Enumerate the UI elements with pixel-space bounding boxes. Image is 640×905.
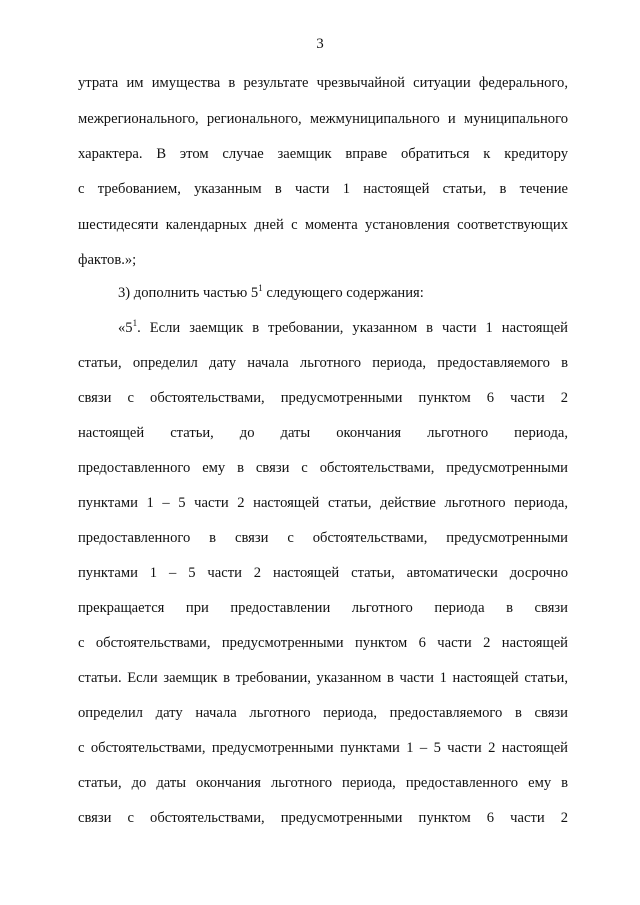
text-line: статьи, определил дату начала льготного периода, предоставляемого в xyxy=(78,355,568,371)
page-number: 3 xyxy=(316,36,324,52)
text-fragment: 3) дополнить частью 5 xyxy=(118,285,259,301)
text-line: межрегионального, регионального, межмуниципального и муниципального xyxy=(78,111,568,127)
text-line: пунктами 1 – 5 части 2 настоящей статьи, автоматически досрочно xyxy=(78,565,568,581)
text-line: с обстоятельствами, предусмотренными пунктом 6 части 2 настоящей xyxy=(78,635,568,651)
text-line: с обстоятельствами, предусмотренными пунктами 1 – 5 части 2 настоящей xyxy=(78,740,568,756)
text-line: утрата им имущества в результате чрезвычайной ситуации федерального, xyxy=(78,75,568,91)
text-line: предоставленного в связи с обстоятельствами, предусмотренными xyxy=(78,530,568,546)
text-line: шестидесяти календарных дней с момента установления соответствующих xyxy=(78,217,568,233)
text-line-amendment xyxy=(118,284,568,302)
text-fragment: «5 xyxy=(118,320,133,336)
text-line: определил дату начала льготного периода, предоставляемого в связи xyxy=(78,705,568,721)
superscript: 1 xyxy=(132,319,138,328)
text-fragment: следующего содержания: xyxy=(266,285,424,301)
text-line-paragraph-start xyxy=(118,319,568,337)
text-line: предоставленного ему в связи с обстоятельствами, предусмотренными xyxy=(78,460,568,476)
text-line: связи с обстоятельствами, предусмотренными пунктом 6 части 2 xyxy=(78,810,568,826)
text-line: настоящей статьи, до даты окончания льготного периода, xyxy=(78,425,568,441)
text-line: прекращается при предоставлении льготного периода в связи xyxy=(78,600,568,616)
text-line: пунктами 1 – 5 части 2 настоящей статьи, действие льготного периода, xyxy=(78,495,568,511)
text-fragment: . Если заемщик в требовании, указанном в части 1 настоящей xyxy=(137,320,568,336)
text-line: статьи, до даты окончания льготного периода, предоставленного ему в xyxy=(78,775,568,791)
text-line: характера. В этом случае заемщик вправе обратиться к кредитору xyxy=(78,146,568,162)
superscript: 1 xyxy=(258,284,263,293)
text-line: с требованием, указанным в части 1 настоящей статьи, в течение xyxy=(78,181,568,197)
text-line: связи с обстоятельствами, предусмотренными пунктом 6 части 2 xyxy=(78,390,568,406)
text-line: статьи. Если заемщик в требовании, указанном в части 1 настоящей статьи, xyxy=(78,670,568,686)
text-line: фактов.»; xyxy=(78,252,137,268)
